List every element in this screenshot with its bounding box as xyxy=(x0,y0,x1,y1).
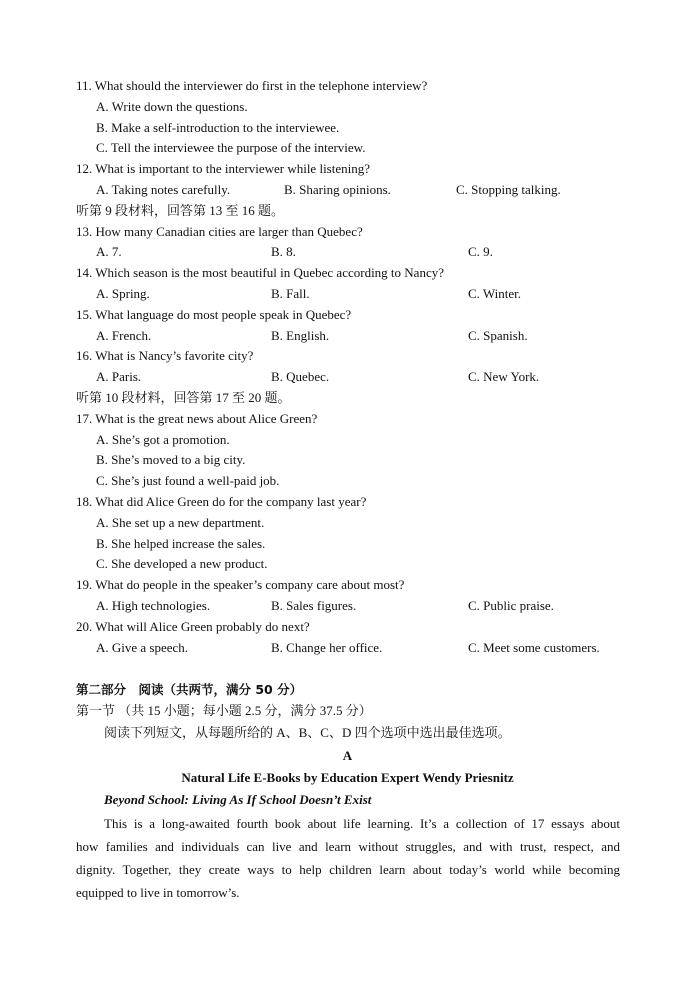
option-16a: A. Paris. xyxy=(96,369,142,384)
option-20c: C. Meet some customers. xyxy=(468,640,600,655)
option-20a: A. Give a speech. xyxy=(96,640,189,655)
paragraph-line-1: This is a long-awaited fourth book about life learning. It’s a collection of 17 essays about xyxy=(104,816,620,831)
option-20b: B. Change her office. xyxy=(271,640,383,655)
option-17a: A. She’s got a promotion. xyxy=(96,432,230,447)
question-17: 17. What is the great news about Alice Green? xyxy=(76,411,318,426)
option-19c: C. Public praise. xyxy=(468,598,554,613)
question-15: 15. What language do most people speak in Quebec? xyxy=(76,307,352,322)
question-12: 12. What is important to the interviewer while listening? xyxy=(76,161,370,176)
option-18b: B. She helped increase the sales. xyxy=(96,536,266,551)
question-16: 16. What is Nancy’s favorite city? xyxy=(76,348,254,363)
option-14c: C. Winter. xyxy=(468,286,522,301)
book-title: Beyond School: Living As If School Doesn’t Exist xyxy=(104,792,372,807)
passage-paragraph xyxy=(76,812,620,904)
option-11b: B. Make a self-introduction to the interviewee. xyxy=(96,120,340,135)
passage-title: Natural Life E-Books by Education Expert Wendy Priesnitz xyxy=(181,770,514,785)
option-13b: B. 8. xyxy=(271,244,296,259)
option-14b: B. Fall. xyxy=(271,286,310,301)
option-14a: A. Spring. xyxy=(96,286,150,301)
option-18a: A. She set up a new department. xyxy=(96,515,265,530)
question-19: 19. What do people in the speaker’s company care about most? xyxy=(76,577,405,592)
option-12a: A. Taking notes carefully. xyxy=(96,182,231,197)
material-10-instruction: 听第 10 段材料，回答第 17 至 20 题。 xyxy=(76,390,291,405)
option-11a: A. Write down the questions. xyxy=(96,99,248,114)
option-17c: C. She’s just found a well-paid job. xyxy=(96,473,280,488)
passage-letter: A xyxy=(342,748,353,763)
option-15a: A. French. xyxy=(96,328,152,343)
reading-instruction: 阅读下列短文，从每题所给的 A、B、C、D 四个选项中选出最佳选项。 xyxy=(104,725,511,740)
question-18: 18. What did Alice Green do for the company last year? xyxy=(76,494,367,509)
option-16b: B. Quebec. xyxy=(271,369,330,384)
option-18c: C. She developed a new product. xyxy=(96,556,268,571)
option-13c: C. 9. xyxy=(468,244,493,259)
option-15c: C. Spanish. xyxy=(468,328,528,343)
option-19a: A. High technologies. xyxy=(96,598,211,613)
option-15b: B. English. xyxy=(271,328,330,343)
material-9-instruction: 听第 9 段材料，回答第 13 至 16 题。 xyxy=(76,203,285,218)
question-20: 20. What will Alice Green probably do next? xyxy=(76,619,310,634)
option-13a: A. 7. xyxy=(96,244,122,259)
section-1-heading: 第一节 （共 15 小题；每小题 2.5 分，满分 37.5 分） xyxy=(76,703,372,718)
option-12c: C. Stopping talking. xyxy=(456,182,561,197)
option-12b: B. Sharing opinions. xyxy=(284,182,391,197)
section-part2-heading: 第二部分 阅读（共两节，满分 50 分） xyxy=(76,682,303,697)
paragraph-line-3: dignity. Together, they create ways to help children learn about today’s world while becoming xyxy=(76,862,620,877)
paragraph-line-2: how families and individuals can live and learn without struggles, and with trust, respect, and xyxy=(76,839,620,854)
question-11: 11. What should the interviewer do first in the telephone interview? xyxy=(76,78,428,93)
option-19b: B. Sales figures. xyxy=(271,598,357,613)
option-16c: C. New York. xyxy=(468,369,540,384)
option-11c: C. Tell the interviewee the purpose of the interview. xyxy=(96,140,366,155)
question-14: 14. Which season is the most beautiful in Quebec according to Nancy? xyxy=(76,265,444,280)
option-17b: B. She’s moved to a big city. xyxy=(96,452,246,467)
question-13: 13. How many Canadian cities are larger than Quebec? xyxy=(76,224,363,239)
paragraph-line-4: equipped to live in tomorrow’s. xyxy=(76,885,240,900)
